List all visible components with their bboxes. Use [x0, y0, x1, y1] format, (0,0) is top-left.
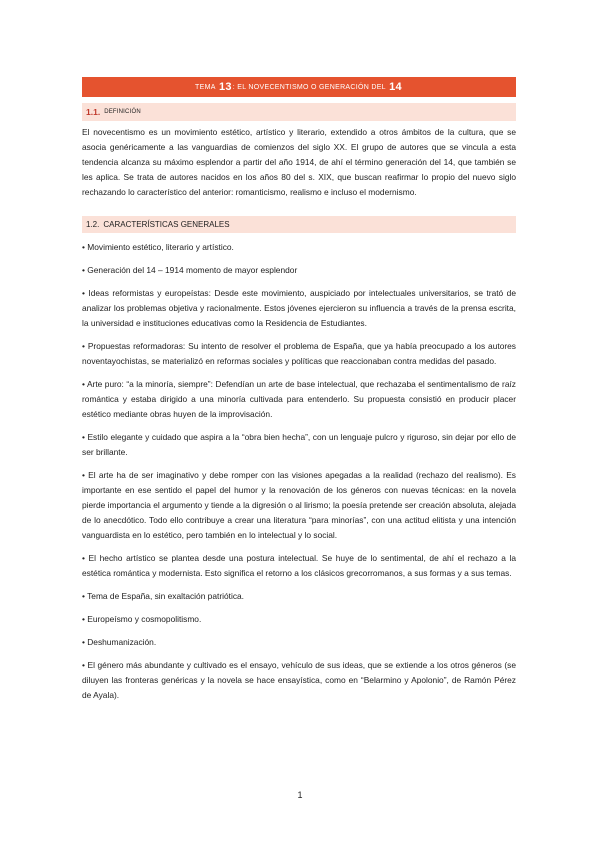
- section-title: CARACTERÍSTICAS GENERALES: [103, 220, 230, 229]
- title-middle: : EL NOVECENTISMO O GENERACIÓN DEL: [232, 83, 386, 91]
- section-title: DEFINICIÓN: [104, 109, 141, 115]
- list-item: • Tema de España, sin exaltación patriótica.: [82, 591, 244, 601]
- list-item: • Propuestas reformadoras: Su intento de resolver el problema de España, que ya había preocupado a los autores noventayochistas, se materializó en reformas sociales y políticas que reaccionaban contra medidas del pasado.: [82, 341, 516, 366]
- section-heading-caracteristicas: [82, 216, 516, 233]
- title-year: 14: [389, 81, 402, 93]
- section-heading-definicion: [82, 103, 516, 121]
- list-item: • Generación del 14 – 1914 momento de mayor esplendor: [82, 265, 298, 275]
- section-number: 1.1.: [86, 107, 101, 117]
- definition-paragraph: El novecentismo es un movimiento estético, artístico y literario, extendido a otros ámbitos de la cultura, que se asocia genéricamente a las vanguardias de comienzos del siglo XX. El grupo de autores que se vincula a esta tendencia alcanza su máximo esplendor a partir del año 1914, de ahí el término generación del 14, que también se les aplica. Se trata de autores nacidos en los años 80 del s. XIX, que buscan reafirmar lo propio del nuevo siglo rechazando lo característico del anterior: romanticismo, realismo e incluso el modernismo.: [82, 127, 516, 197]
- section-number: 1.2.: [86, 220, 100, 229]
- page-number: 1: [297, 790, 303, 800]
- list-item: • El arte ha de ser imaginativo y debe romper con las visiones apegadas a la realidad (rechazo del realismo). Es importante en ese sentido el papel del humor y la renovación de los géneros con nuevas técnicas: en la novela pierde importancia el argumento y tiende a la digresión o al lirismo; la poesía pretende ser creación absoluta, alejada de lo anecdótico. Todo ello contribuye a crear una literatura “para minorías”, con una actitud elitista y una intención vanguardista en lo estético, pero también en lo intelectual y lo social.: [82, 470, 516, 540]
- list-item: • Deshumanización.: [82, 637, 157, 647]
- list-item: • El género más abundante y cultivado es el ensayo, vehículo de sus ideas, que se extiende a los otros géneros (se diluyen las fronteras genéricas y la novela se hace ensayística, como en “Belarmino y Apolonio”, de Ramón Pérez de Ayala).: [82, 660, 516, 700]
- list-item: • Movimiento estético, literario y artístico.: [82, 242, 234, 252]
- title-prefix: TEMA: [195, 83, 216, 91]
- list-item: • Ideas reformistas y europeístas: Desde este movimiento, auspiciado por intelectuales universitarios, se trató de analizar los problemas objetiva y racionalmente. Estos jóvenes ejercieron su influencia a través de la prensa escrita, la universidad e instituciones educativas como la Residencia de Estudiantes.: [82, 288, 516, 328]
- list-item: • Estilo elegante y cuidado que aspira a la “obra bien hecha”, con un lenguaje pulcro y riguroso, sin dejar por ello de ser brillante.: [82, 432, 516, 457]
- document-page: [82, 77, 516, 703]
- list-item: • El hecho artístico se plantea desde una postura intelectual. Se huye de lo sentimental, de ahí el rechazo a la estética romántica y modernista. Esto significa el retorno a los clásicos grecorromanos, a sus formas y a sus temas.: [82, 553, 516, 578]
- title-number: 13: [218, 81, 232, 93]
- list-item: • Arte puro: “a la minoría, siempre”: Defendían un arte de base intelectual, que rechazaba el sentimentalismo de raíz romántica y estaba dirigido a una minoría cultivada para entenderlo. Su propuesta consistió en producir placer estético mediante obras huyen de la improvisación.: [82, 379, 516, 419]
- document-title-bar: [82, 77, 516, 97]
- list-item: • Europeísmo y cosmopolitismo.: [82, 614, 202, 624]
